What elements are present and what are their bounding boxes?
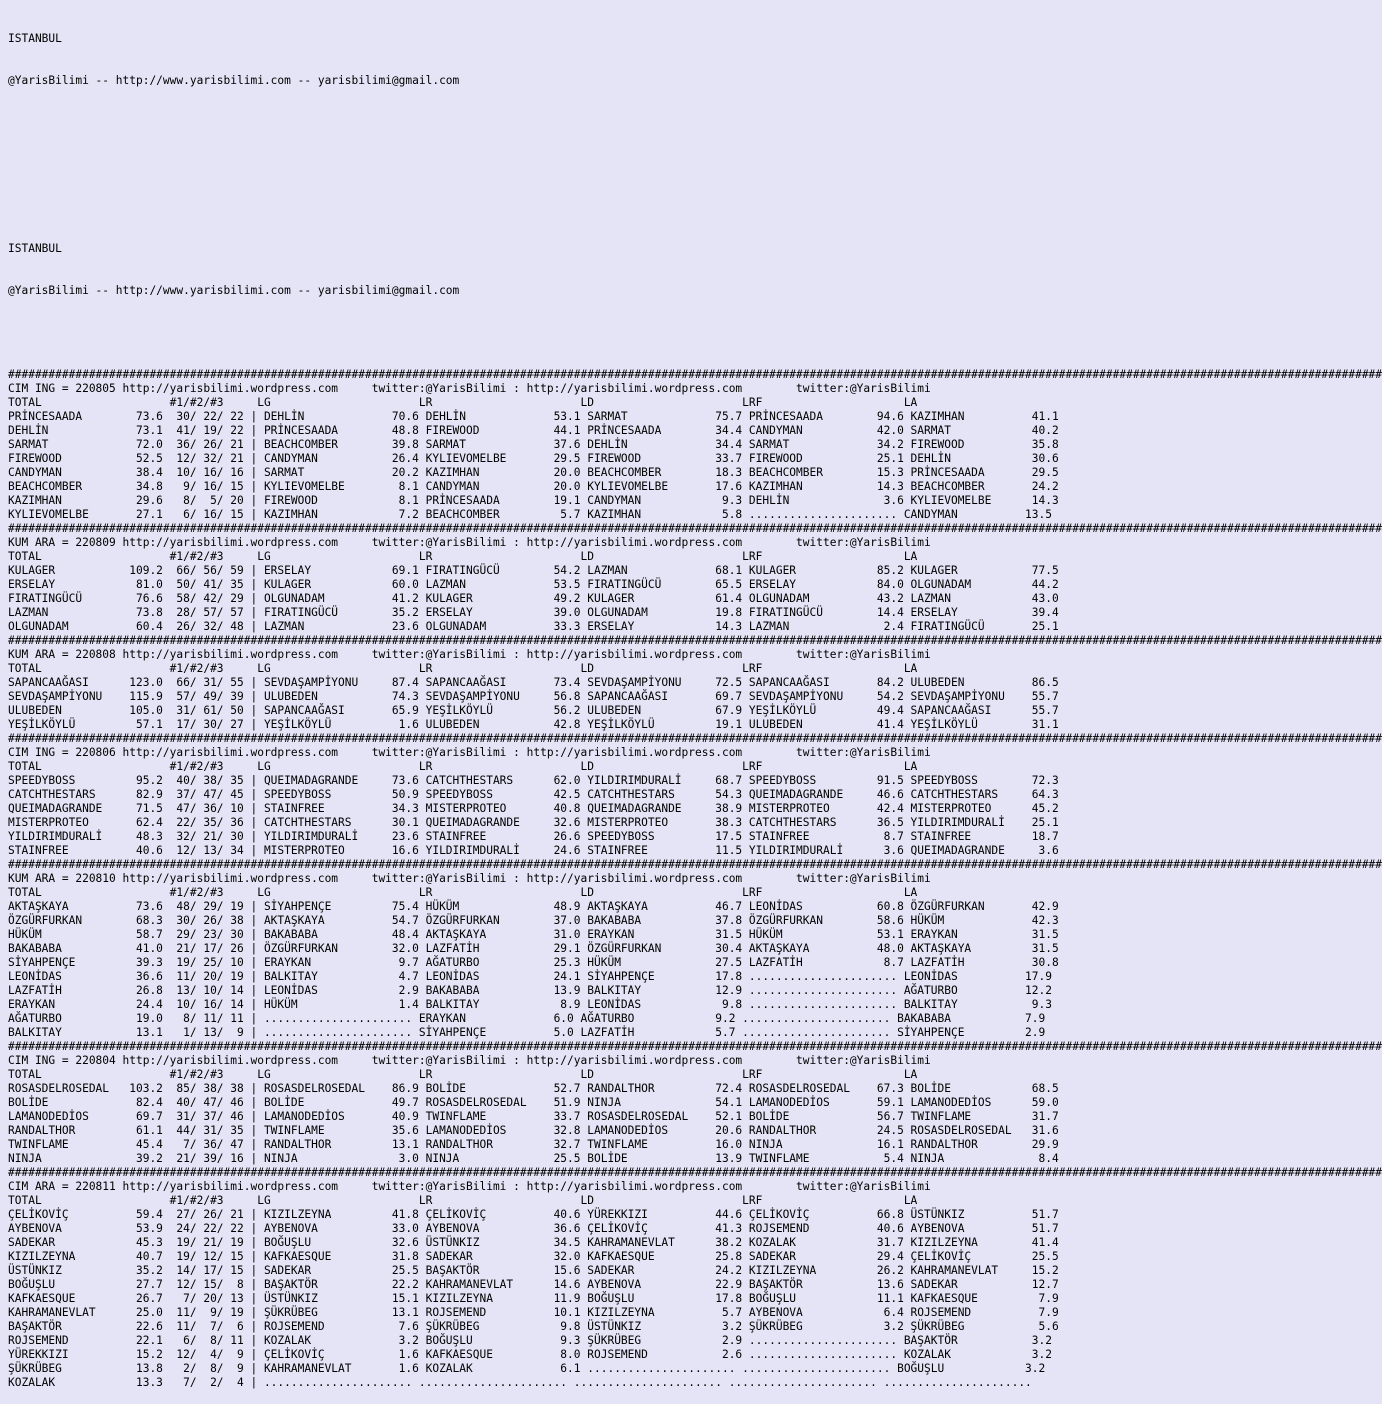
table-row: ULUBEDEN 105.0 31/ 61/ 50 | SAPANCAAĞASI 65.9 YEŞİLKÖYLÜ 56.2 ULUBEDEN 67.9 YEŞİLKÖYLÜ 49.4 SAPANCAAĞASI 55.7: [8, 704, 1059, 717]
table-row: BOLİDE 82.4 40/ 47/ 46 | BOLİDE 49.7 ROSASDELROSEDAL 51.9 NINJA 54.1 LAMANODEDİOS 59.1 LAMANODEDİOS 59.0: [8, 1096, 1059, 1109]
table-row: FIRATINGÜCÜ 76.6 58/ 42/ 29 | OLGUNADAM 41.2 KULAGER 49.2 KULAGER 61.4 OLGUNADAM 43.2 LAZMAN 43.0: [8, 592, 1059, 605]
table-row: SADEKAR 45.3 19/ 21/ 19 | BOĞUŞLU 32.6 ÜSTÜNKIZ 34.5 KAHRAMANEVLAT 38.2 KOZALAK 31.7 KIZILZEYNA 41.4: [8, 1236, 1059, 1249]
race-section: [8, 732, 1382, 858]
table-row: QUEIMADAGRANDE 71.5 47/ 36/ 10 | STAINFREE 34.3 MISTERPROTEO 40.8 QUEIMADAGRANDE 38.9 MISTERPROTEO 42.4 MISTERPROTEO 45.2: [8, 802, 1059, 815]
column-headers: TOTAL #1/#2/#3 LG LR LD LRF LA: [8, 760, 918, 773]
table-row: ROJSEMEND 22.1 6/ 8/ 11 | KOZALAK 3.2 BOĞUŞLU 9.3 ŞÜKRÜBEG 2.9 ...................... BAŞAKTÖR 3.2: [8, 1334, 1052, 1347]
column-headers: TOTAL #1/#2/#3 LG LR LD LRF LA: [8, 662, 918, 675]
race-section: [8, 634, 1382, 732]
separator-line: ############################################################################################################################################################################################################: [8, 522, 1382, 535]
table-row: ROSASDELROSEDAL 103.2 85/ 38/ 38 | ROSASDELROSEDAL 86.9 BOLİDE 52.7 RANDALTHOR 72.4 ROSASDELROSEDAL 67.3 BOLİDE 68.5: [8, 1082, 1059, 1095]
table-row: KAZIMHAN 29.6 8/ 5/ 20 | FIREWOOD 8.1 PRİNCESAADA 19.1 CANDYMAN 9.3 DEHLİN 3.6 KYLIEVOMELBE 14.3: [8, 494, 1059, 507]
race-header: CIM ING = 220806 http://yarisbilimi.wordpress.com twitter:@YarisBilimi : http://yarisbilimi.wordpress.com twitter:@YarisBilimi: [8, 746, 931, 759]
spacer: [8, 116, 1073, 130]
race-section: [8, 1166, 1382, 1390]
table-row: YILDIRIMDURALİ 48.3 32/ 21/ 30 | YILDIRIMDURALİ 23.6 STAINFREE 26.6 SPEEDYBOSS 17.5 STAINFREE 8.7 STAINFREE 18.7: [8, 830, 1059, 843]
table-row: AKTAŞKAYA 73.6 48/ 29/ 19 | SİYAHPENÇE 75.4 HÜKÜM 48.9 AKTAŞKAYA 46.7 LEONİDAS 60.8 ÖZGÜRFURKAN 42.9: [8, 900, 1059, 913]
table-row: BAKABABA 41.0 21/ 17/ 26 | ÖZGÜRFURKAN 32.0 LAZFATİH 29.1 ÖZGÜRFURKAN 30.4 AKTAŞKAYA 48.0 AKTAŞKAYA 31.5: [8, 942, 1059, 955]
table-row: OLGUNADAM 60.4 26/ 32/ 48 | LAZMAN 23.6 OLGUNADAM 33.3 ERSELAY 14.3 LAZMAN 2.4 FIRATINGÜCÜ 25.1: [8, 620, 1059, 633]
table-row: DEHLİN 73.1 41/ 19/ 22 | PRİNCESAADA 48.8 FIREWOOD 44.1 PRİNCESAADA 34.4 CANDYMAN 42.0 SARMAT 40.2: [8, 424, 1059, 437]
race-header: KUM ARA = 220808 http://yarisbilimi.wordpress.com twitter:@YarisBilimi : http://yarisbilimi.wordpress.com twitter:@YarisBilimi: [8, 648, 931, 661]
table-row: LAMANODEDİOS 69.7 31/ 37/ 46 | LAMANODEDİOS 40.9 TWINFLAME 33.7 ROSASDELROSEDAL 52.1 BOLİDE 56.7 TWINFLAME 31.7: [8, 1110, 1059, 1123]
page-title: ISTANBUL: [8, 242, 62, 255]
spacer: [8, 200, 1073, 214]
table-row: BEACHCOMBER 34.8 9/ 16/ 15 | KYLIEVOMELBE 8.1 CANDYMAN 20.0 KYLIEVOMELBE 17.6 KAZIMHAN 14.3 BEACHCOMBER 24.2: [8, 480, 1059, 493]
table-row: HÜKÜM 58.7 29/ 23/ 30 | BAKABABA 48.4 AKTAŞKAYA 31.0 ERAYKAN 31.5 HÜKÜM 53.1 ERAYKAN 31.5: [8, 928, 1059, 941]
table-row: AYBENOVA 53.9 24/ 22/ 22 | AYBENOVA 33.0 AYBENOVA 36.6 ÇELİKOVİÇ 41.3 ROJSEMEND 40.6 AYBENOVA 51.7: [8, 1222, 1059, 1235]
table-row: TWINFLAME 45.4 7/ 36/ 47 | RANDALTHOR 13.1 RANDALTHOR 32.7 TWINFLAME 16.0 NINJA 16.1 RANDALTHOR 29.9: [8, 1138, 1059, 1151]
table-row: ERSELAY 81.0 50/ 41/ 35 | KULAGER 60.0 LAZMAN 53.5 FIRATINGÜCÜ 65.5 ERSELAY 84.0 OLGUNADAM 44.2: [8, 578, 1059, 591]
race-section: [8, 1040, 1382, 1166]
table-row: SEVDAŞAMPİYONU 115.9 57/ 49/ 39 | ULUBEDEN 74.3 SEVDAŞAMPİYONU 56.8 SAPANCAAĞASI 69.7 SEVDAŞAMPİYONU 54.2 SEVDAŞAMPİYONU 55.7: [8, 690, 1059, 703]
race-header: CIM ARA = 220811 http://yarisbilimi.wordpress.com twitter:@YarisBilimi : http://yarisbilimi.wordpress.com twitter:@YarisBilimi: [8, 1180, 931, 1193]
table-row: NINJA 39.2 21/ 39/ 16 | NINJA 3.0 NINJA 25.5 BOLİDE 13.9 TWINFLAME 5.4 NINJA 8.4: [8, 1152, 1059, 1165]
race-header: CIM ING = 220804 http://yarisbilimi.wordpress.com twitter:@YarisBilimi : http://yarisbilimi.wordpress.com twitter:@YarisBilimi: [8, 1054, 931, 1067]
table-row: KAFKAESQUE 26.7 7/ 20/ 13 | ÜSTÜNKIZ 15.1 KIZILZEYNA 11.9 BOĞUŞLU 17.8 BOĞUŞLU 11.1 KAFKAESQUE 7.9: [8, 1292, 1059, 1305]
table-row: BOĞUŞLU 27.7 12/ 15/ 8 | BAŞAKTÖR 22.2 KAHRAMANEVLAT 14.6 AYBENOVA 22.9 BAŞAKTÖR 13.6 SADEKAR 12.7: [8, 1278, 1059, 1291]
table-row: STAINFREE 40.6 12/ 13/ 34 | MISTERPROTEO 16.6 YILDIRIMDURALİ 24.6 STAINFREE 11.5 YILDIRIMDURALİ 3.6 QUEIMADAGRANDE 3.6: [8, 844, 1059, 857]
table-row: YÜREKKIZI 15.2 12/ 4/ 9 | ÇELİKOVİÇ 1.6 KAFKAESQUE 8.0 ROJSEMEND 2.6 ...................... KOZALAK 3.2: [8, 1348, 1052, 1361]
race-section: [8, 858, 1382, 1040]
race-header: KUM ARA = 220809 http://yarisbilimi.wordpress.com twitter:@YarisBilimi : http://yarisbilimi.wordpress.com twitter:@YarisBilimi: [8, 536, 931, 549]
table-row: KAHRAMANEVLAT 25.0 11/ 9/ 19 | ŞÜKRÜBEG 13.1 ROJSEMEND 10.1 KIZILZEYNA 5.7 AYBENOVA 6.4 ROJSEMEND 7.9: [8, 1306, 1059, 1319]
table-row: RANDALTHOR 61.1 44/ 31/ 35 | TWINFLAME 35.6 LAMANODEDİOS 32.8 LAMANODEDİOS 20.6 RANDALTHOR 24.5 ROSASDELROSEDAL 31.6: [8, 1124, 1059, 1137]
table-row: FIREWOOD 52.5 12/ 32/ 21 | CANDYMAN 26.4 KYLIEVOMELBE 29.5 FIREWOOD 33.7 FIREWOOD 25.1 DEHLİN 30.6: [8, 452, 1059, 465]
table-row: YEŞİLKÖYLÜ 57.1 17/ 30/ 27 | YEŞİLKÖYLÜ 1.6 ULUBEDEN 42.8 YEŞİLKÖYLÜ 19.1 ULUBEDEN 41.4 YEŞİLKÖYLÜ 31.1: [8, 718, 1059, 731]
race-report-document: [8, 4, 1382, 1404]
race-header: KUM ARA = 220810 http://yarisbilimi.wordpress.com twitter:@YarisBilimi : http://yarisbilimi.wordpress.com twitter:@YarisBilimi: [8, 872, 931, 885]
table-row: LAZMAN 73.8 28/ 57/ 57 | FIRATINGÜCÜ 35.2 ERSELAY 39.0 OLGUNADAM 19.8 FIRATINGÜCÜ 14.4 ERSELAY 39.4: [8, 606, 1059, 619]
table-row: LAZFATİH 26.8 13/ 10/ 14 | LEONİDAS 2.9 BAKABABA 13.9 BALKITAY 12.9 ...................... AĞATURBO 12.2: [8, 984, 1052, 997]
table-row: KIZILZEYNA 40.7 19/ 12/ 15 | KAFKAESQUE 31.8 SADEKAR 32.0 KAFKAESQUE 25.8 SADEKAR 29.4 ÇELİKOVİÇ 25.5: [8, 1250, 1059, 1263]
table-row: KULAGER 109.2 66/ 56/ 59 | ERSELAY 69.1 FIRATINGÜCÜ 54.2 LAZMAN 68.1 KULAGER 85.2 KULAGER 77.5: [8, 564, 1059, 577]
table-row: BAŞAKTÖR 22.6 11/ 7/ 6 | ROJSEMEND 7.6 ŞÜKRÜBEG 9.8 ÜSTÜNKIZ 3.2 ŞÜKRÜBEG 3.2 ŞÜKRÜBEG 5.6: [8, 1320, 1059, 1333]
separator-line: ############################################################################################################################################################################################################: [8, 634, 1382, 647]
table-row: KYLIEVOMELBE 27.1 6/ 16/ 15 | KAZIMHAN 7.2 BEACHCOMBER 5.7 KAZIMHAN 5.8 ...................... CANDYMAN 13.5: [8, 508, 1052, 521]
separator-line: ############################################################################################################################################################################################################: [8, 1166, 1382, 1179]
table-row: ERAYKAN 24.4 10/ 16/ 14 | HÜKÜM 1.4 BALKITAY 8.9 LEONİDAS 9.8 ...................... BALKITAY 9.3: [8, 998, 1052, 1011]
column-headers: TOTAL #1/#2/#3 LG LR LD LRF LA: [8, 886, 918, 899]
table-row: CANDYMAN 38.4 10/ 16/ 16 | SARMAT 20.2 KAZIMHAN 20.0 BEACHCOMBER 18.3 BEACHCOMBER 15.3 PRİNCESAADA 29.5: [8, 466, 1059, 479]
race-header: CIM ING = 220805 http://yarisbilimi.wordpress.com twitter:@YarisBilimi : http://yarisbilimi.wordpress.com twitter:@YarisBilimi: [8, 382, 931, 395]
race-section: [8, 368, 1382, 522]
table-row: PRİNCESAADA 73.6 30/ 22/ 22 | DEHLİN 70.6 DEHLİN 53.1 SARMAT 75.7 PRİNCESAADA 94.6 KAZIMHAN 41.1: [8, 410, 1059, 423]
table-row: LEONİDAS 36.6 11/ 20/ 19 | BALKITAY 4.7 LEONİDAS 24.1 SİYAHPENÇE 17.8 ...................... LEONİDAS 17.9: [8, 970, 1052, 983]
table-row: ÖZGÜRFURKAN 68.3 30/ 26/ 38 | AKTAŞKAYA 54.7 ÖZGÜRFURKAN 37.0 BAKABABA 37.8 ÖZGÜRFURKAN 58.6 HÜKÜM 42.3: [8, 914, 1059, 927]
page-title: ISTANBUL: [8, 32, 62, 45]
separator-line: ############################################################################################################################################################################################################: [8, 732, 1382, 745]
table-row: CATCHTHESTARS 82.9 37/ 47/ 45 | SPEEDYBOSS 50.9 SPEEDYBOSS 42.5 CATCHTHESTARS 54.3 QUEIMADAGRANDE 46.6 CATCHTHESTARS 64.3: [8, 788, 1059, 801]
spacer: [8, 158, 1073, 172]
table-row: ŞÜKRÜBEG 13.8 2/ 8/ 9 | KAHRAMANEVLAT 1.6 KOZALAK 6.1 ...................... ...................... BOĞUŞLU 3.2: [8, 1362, 1046, 1375]
separator-line: ############################################################################################################################################################################################################: [8, 368, 1382, 381]
table-row: KOZALAK 13.3 7/ 2/ 4 | ...................... ...................... ...................... ...................... ......................: [8, 1376, 1032, 1389]
column-headers: TOTAL #1/#2/#3 LG LR LD LRF LA: [8, 1194, 918, 1207]
table-row: SARMAT 72.0 36/ 26/ 21 | BEACHCOMBER 39.8 SARMAT 37.6 DEHLİN 34.4 SARMAT 34.2 FIREWOOD 35.8: [8, 438, 1059, 451]
column-headers: TOTAL #1/#2/#3 LG LR LD LRF LA: [8, 396, 918, 409]
credit-line: @YarisBilimi -- http://www.yarisbilimi.com -- yarisbilimi@gmail.com: [8, 284, 460, 297]
separator-line: ############################################################################################################################################################################################################: [8, 858, 1382, 871]
column-headers: TOTAL #1/#2/#3 LG LR LD LRF LA: [8, 1068, 918, 1081]
column-headers: TOTAL #1/#2/#3 LG LR LD LRF LA: [8, 550, 918, 563]
table-row: AĞATURBO 19.0 8/ 11/ 11 | ...................... ERAYKAN 6.0 AĞATURBO 9.2 ...................... BAKABABA 7.9: [8, 1012, 1046, 1025]
separator-line: ############################################################################################################################################################################################################: [8, 1040, 1382, 1053]
table-row: SPEEDYBOSS 95.2 40/ 38/ 35 | QUEIMADAGRANDE 73.6 CATCHTHESTARS 62.0 YILDIRIMDURALİ 68.7 SPEEDYBOSS 91.5 SPEEDYBOSS 72.3: [8, 774, 1059, 787]
race-section: [8, 522, 1382, 634]
table-row: SİYAHPENÇE 39.3 19/ 25/ 10 | ERAYKAN 9.7 AĞATURBO 25.3 HÜKÜM 27.5 LAZFATİH 8.7 LAZFATİH 30.8: [8, 956, 1059, 969]
credit-line: @YarisBilimi -- http://www.yarisbilimi.com -- yarisbilimi@gmail.com: [8, 74, 460, 87]
race-sections: [8, 368, 1382, 1390]
table-row: MISTERPROTEO 62.4 22/ 35/ 36 | CATCHTHESTARS 30.1 QUEIMADAGRANDE 32.6 MISTERPROTEO 38.3 CATCHTHESTARS 36.5 YILDIRIMDURALİ 25.1: [8, 816, 1059, 829]
table-row: ÜSTÜNKIZ 35.2 14/ 17/ 15 | SADEKAR 25.5 BAŞAKTÖR 15.6 SADEKAR 24.2 KIZILZEYNA 26.2 KAHRAMANEVLAT 15.2: [8, 1264, 1059, 1277]
table-row: SAPANCAAĞASI 123.0 66/ 31/ 55 | SEVDAŞAMPİYONU 87.4 SAPANCAAĞASI 73.4 SEVDAŞAMPİYONU 72.5 SAPANCAAĞASI 84.2 ULUBEDEN 86.5: [8, 676, 1059, 689]
table-row: BALKITAY 13.1 1/ 13/ 9 | ...................... SİYAHPENÇE 5.0 LAZFATİH 5.7 ...................... SİYAHPENÇE 2.9: [8, 1026, 1046, 1039]
table-row: ÇELİKOVİÇ 59.4 27/ 26/ 21 | KIZILZEYNA 41.8 ÇELİKOVİÇ 40.6 YÜREKKIZI 44.6 ÇELİKOVİÇ 66.8 ÜSTÜNKIZ 51.7: [8, 1208, 1059, 1221]
spacer: [8, 326, 1073, 340]
